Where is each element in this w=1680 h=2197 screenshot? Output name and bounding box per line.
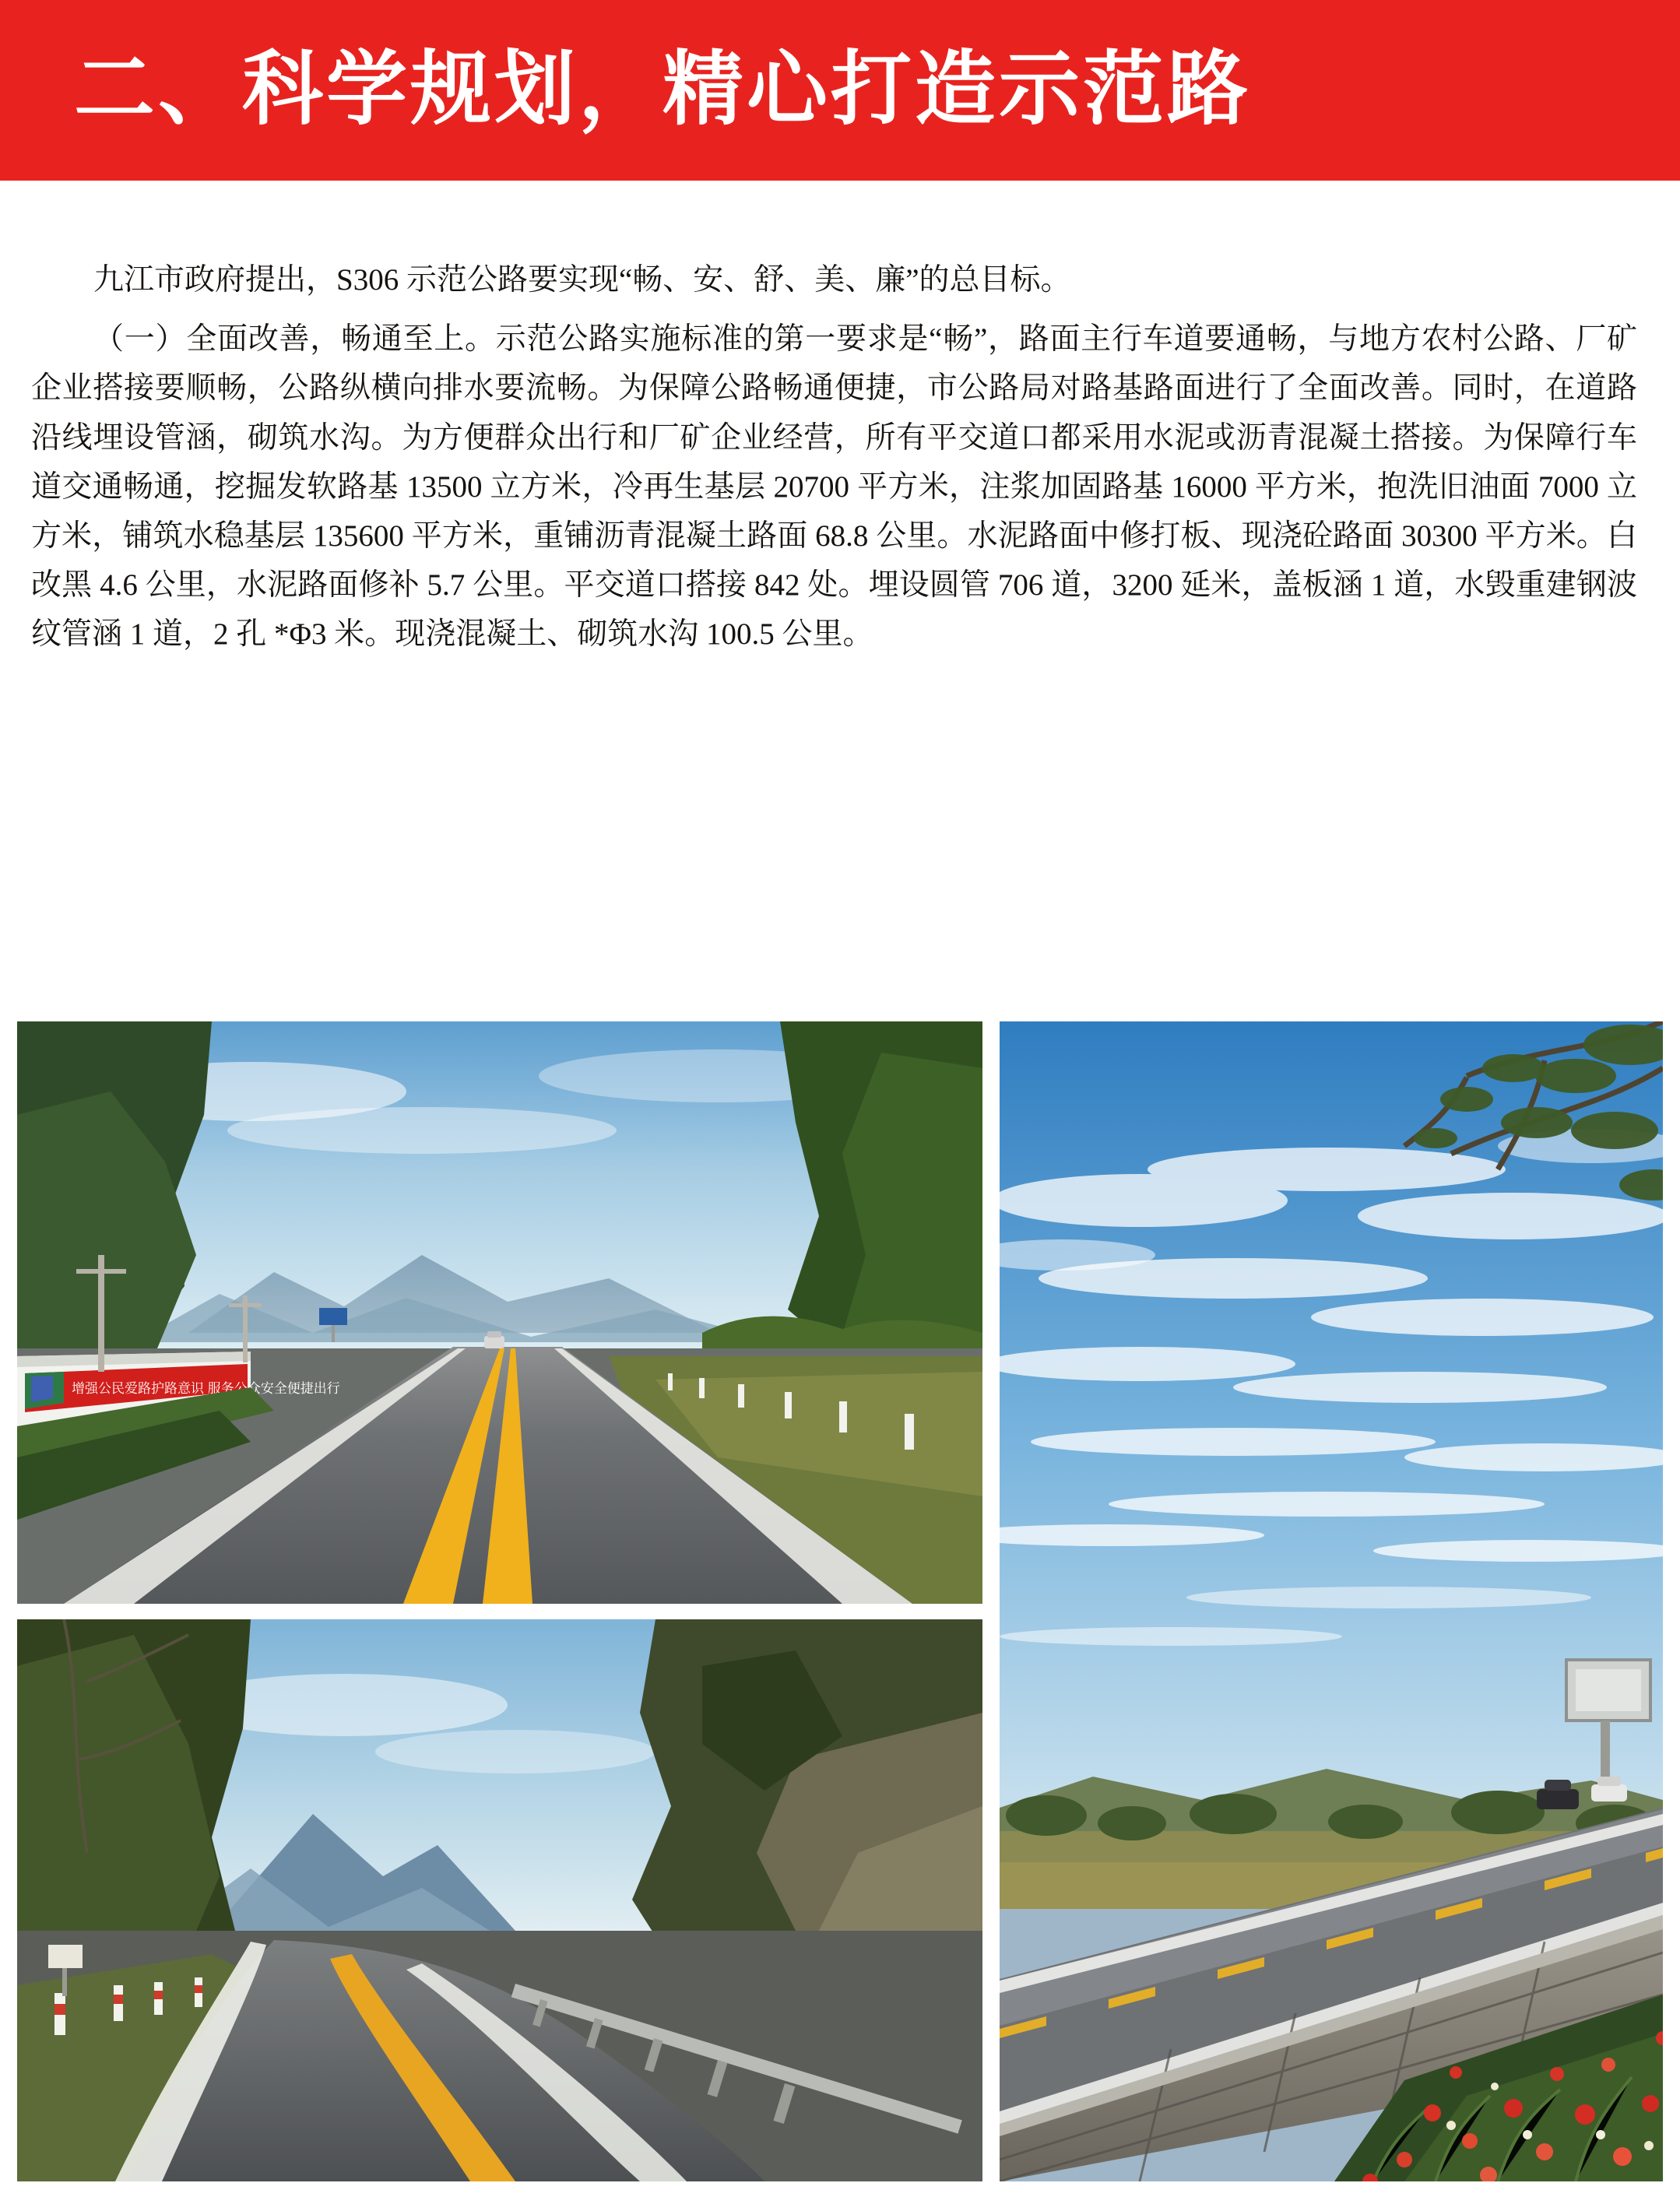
- photo-roadside-flowers-image: [1000, 1021, 1663, 2181]
- photo-mountain-curve-road: [17, 1619, 982, 2181]
- paragraph-section-one: （一）全面改善，畅通至上。示范公路实施标准的第一要求是“畅”，路面主行车道要通畅，与地方农村公路、厂矿企业搭接要顺畅，公路纵横向排水要流畅。为保障公路畅通便捷，市公路局对路基路面进行了全面改善。同时，在道路沿线埋设管涵，砌筑水沟。为方便群众出行和厂矿企业经营，所有平交道口都采用水泥或沥青混凝土搭接。为保障行车道交通畅通，挖掘发软路基 13500 立方米，冷再生基层 20700 平方米，注浆加固路基 16000 平方米，抱洗旧油面 7000 立方米，铺筑水稳基层 135600 平方米，重铺沥青混凝土路面 68.8 公里。水泥路面中修打板、现浇砼路面 30300 平方米。白改黑 4.6 公里，水泥路面修补 5.7 公里。平交道口搭接 842 处。埋设圆管 706 道，3200 延米，盖板涵 1 道，水毁重建钢波纹管涵 1 道，2 孔 *Φ3 米。现浇混凝土、砌筑水沟 100.5 公里。: [31, 322, 1637, 652]
- photo-mountain-curve-road-image: [17, 1619, 982, 2181]
- photo-asphalt-highway-straight-image: [17, 1021, 982, 1604]
- wall-banner-text: 增强公民爱路护路意识 服务公众安全便捷出行: [72, 1381, 340, 1396]
- paragraph-intro: 九江市政府提出，S306 示范公路要实现“畅、安、舒、美、廉”的总目标。: [93, 263, 1071, 297]
- article-body: [0, 181, 1680, 659]
- page-title: 二、科学规划，精心打造示范路: [74, 44, 1252, 135]
- photo-asphalt-highway-straight: [17, 1021, 982, 1604]
- page-banner: [0, 0, 1680, 181]
- photo-gallery: [17, 1021, 1663, 2181]
- photo-roadside-flowers: [1000, 1021, 1663, 2181]
